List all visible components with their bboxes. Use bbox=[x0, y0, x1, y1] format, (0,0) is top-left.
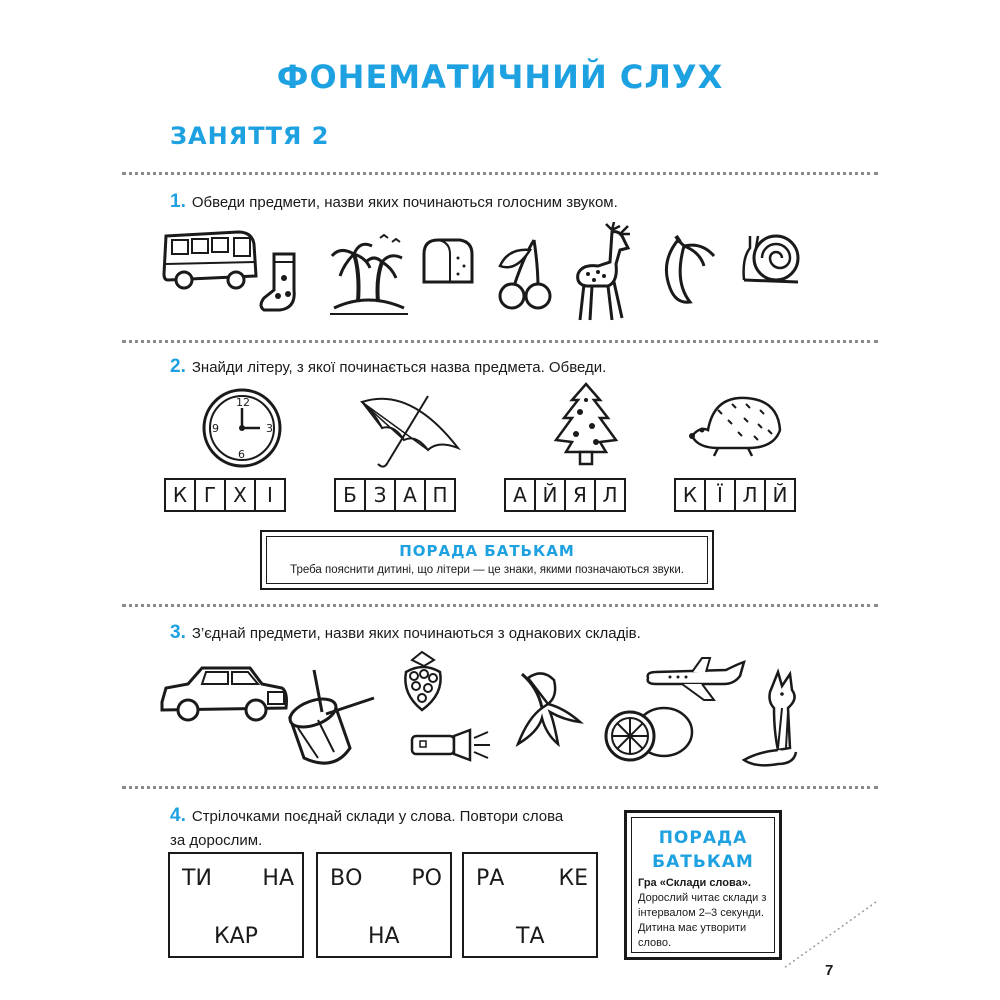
syllable[interactable]: ТА bbox=[516, 924, 545, 949]
tip-text: Треба пояснити дитині, що літери — це знаки, якими позначаються звуки. bbox=[290, 564, 684, 576]
letter-box[interactable]: Ї bbox=[704, 478, 736, 512]
parent-tip-box-2 bbox=[624, 810, 782, 960]
deer-icon bbox=[568, 222, 640, 324]
parent-tip-box bbox=[260, 530, 714, 590]
letter-box[interactable]: К bbox=[164, 478, 196, 512]
task-text: Стрілочками поєднай склади у слова. Повтори слова bbox=[191, 808, 564, 825]
task-1-instruction bbox=[170, 191, 618, 213]
task-text: Обведи предмети, назви яких починаються голосним звуком. bbox=[191, 194, 618, 211]
syllable[interactable]: ВО bbox=[330, 866, 363, 891]
bread-icon bbox=[420, 236, 476, 286]
task-number: 4. bbox=[170, 805, 186, 826]
svg-text:3: 3 bbox=[266, 422, 273, 435]
letter-group-4 bbox=[676, 478, 796, 512]
task-4-instruction bbox=[170, 804, 563, 853]
page-title: ФОНЕМАТИЧНИЙ СЛУХ bbox=[276, 58, 724, 96]
syllable-box-2 bbox=[316, 852, 452, 958]
task-3-instruction bbox=[170, 622, 641, 644]
syllable[interactable]: НА bbox=[262, 866, 294, 891]
task-text: З’єднай предмети, назви яких починаються з однакових складів. bbox=[191, 625, 641, 642]
divider bbox=[122, 172, 878, 175]
syllable[interactable]: ТИ bbox=[182, 866, 212, 891]
task-number: 1. bbox=[170, 191, 186, 212]
fox-icon bbox=[738, 668, 810, 772]
palm-island-icon bbox=[330, 232, 408, 316]
page-number: 7 bbox=[825, 962, 834, 979]
syllable[interactable]: РО bbox=[411, 866, 442, 891]
syllable-box-3 bbox=[462, 852, 598, 958]
letter-box[interactable]: А bbox=[504, 478, 536, 512]
syllable[interactable]: КЕ bbox=[558, 866, 588, 891]
corner-fold-line bbox=[782, 900, 878, 970]
flashlight-icon bbox=[408, 726, 494, 764]
letter-box[interactable]: Л bbox=[734, 478, 766, 512]
tip-frame bbox=[631, 817, 775, 953]
letter-box[interactable]: Г bbox=[194, 478, 226, 512]
airplane-icon bbox=[642, 654, 748, 704]
letter-box[interactable]: Й bbox=[764, 478, 796, 512]
letter-group-1 bbox=[166, 478, 286, 512]
christmas-tree-icon bbox=[550, 380, 622, 468]
letter-box[interactable]: І bbox=[254, 478, 286, 512]
game-name: Гра «Склади слова». bbox=[638, 877, 751, 889]
task-text: Знайди літеру, з якої починається назва предмета. Обведи. bbox=[191, 359, 607, 376]
lesson-heading: ЗАНЯТТЯ 2 bbox=[170, 122, 330, 150]
syllable-box-1 bbox=[168, 852, 304, 958]
letter-box[interactable]: З bbox=[364, 478, 396, 512]
umbrella-icon bbox=[358, 390, 466, 472]
task-text-continued: за дорослим. bbox=[170, 832, 263, 849]
raspberry-icon bbox=[398, 650, 448, 714]
letter-box[interactable]: Б bbox=[334, 478, 366, 512]
cherry-icon bbox=[494, 236, 554, 312]
syllable[interactable]: КАР bbox=[214, 924, 258, 949]
tip-title-line-2: БАТЬКАМ bbox=[652, 852, 754, 872]
lemon-icon bbox=[600, 700, 696, 764]
letter-box[interactable]: Л bbox=[594, 478, 626, 512]
task-2-instruction bbox=[170, 356, 606, 378]
snail-icon bbox=[738, 228, 802, 290]
letter-group-3 bbox=[506, 478, 626, 512]
tip-text bbox=[632, 876, 774, 951]
tip-title bbox=[632, 826, 774, 874]
letter-box[interactable]: Х bbox=[224, 478, 256, 512]
banana-icon bbox=[656, 232, 720, 308]
tip-body: Дорослий читає склади з інтервалом 2–3 секунди. Дитина має утворити слово. bbox=[638, 892, 767, 949]
syllable[interactable]: НА bbox=[368, 924, 400, 949]
drum-icon bbox=[278, 668, 378, 772]
divider bbox=[122, 786, 878, 789]
clock-icon bbox=[200, 386, 284, 470]
letter-box[interactable]: А bbox=[394, 478, 426, 512]
letter-box[interactable]: Я bbox=[564, 478, 596, 512]
divider bbox=[122, 604, 878, 607]
workbook-page bbox=[122, 0, 878, 1000]
tip-title: ПОРАДА БАТЬКАМ bbox=[399, 542, 575, 560]
letter-box[interactable]: К bbox=[674, 478, 706, 512]
hedgehog-icon bbox=[688, 390, 784, 460]
letter-group-2 bbox=[336, 478, 456, 512]
divider bbox=[122, 340, 878, 343]
task-number: 2. bbox=[170, 356, 186, 377]
letter-box[interactable]: Й bbox=[534, 478, 566, 512]
svg-text:9: 9 bbox=[212, 422, 219, 435]
banana-peeled-icon bbox=[498, 668, 584, 748]
svg-text:6: 6 bbox=[238, 448, 245, 461]
sock-icon bbox=[256, 250, 306, 316]
tip-title-line-1: ПОРАДА bbox=[658, 828, 748, 848]
letter-box[interactable]: П bbox=[424, 478, 456, 512]
svg-text:12: 12 bbox=[236, 396, 250, 409]
bus-icon bbox=[160, 224, 260, 290]
syllable[interactable]: РА bbox=[476, 866, 505, 891]
tip-frame bbox=[266, 536, 708, 584]
car-icon bbox=[158, 662, 292, 726]
task-number: 3. bbox=[170, 622, 186, 643]
